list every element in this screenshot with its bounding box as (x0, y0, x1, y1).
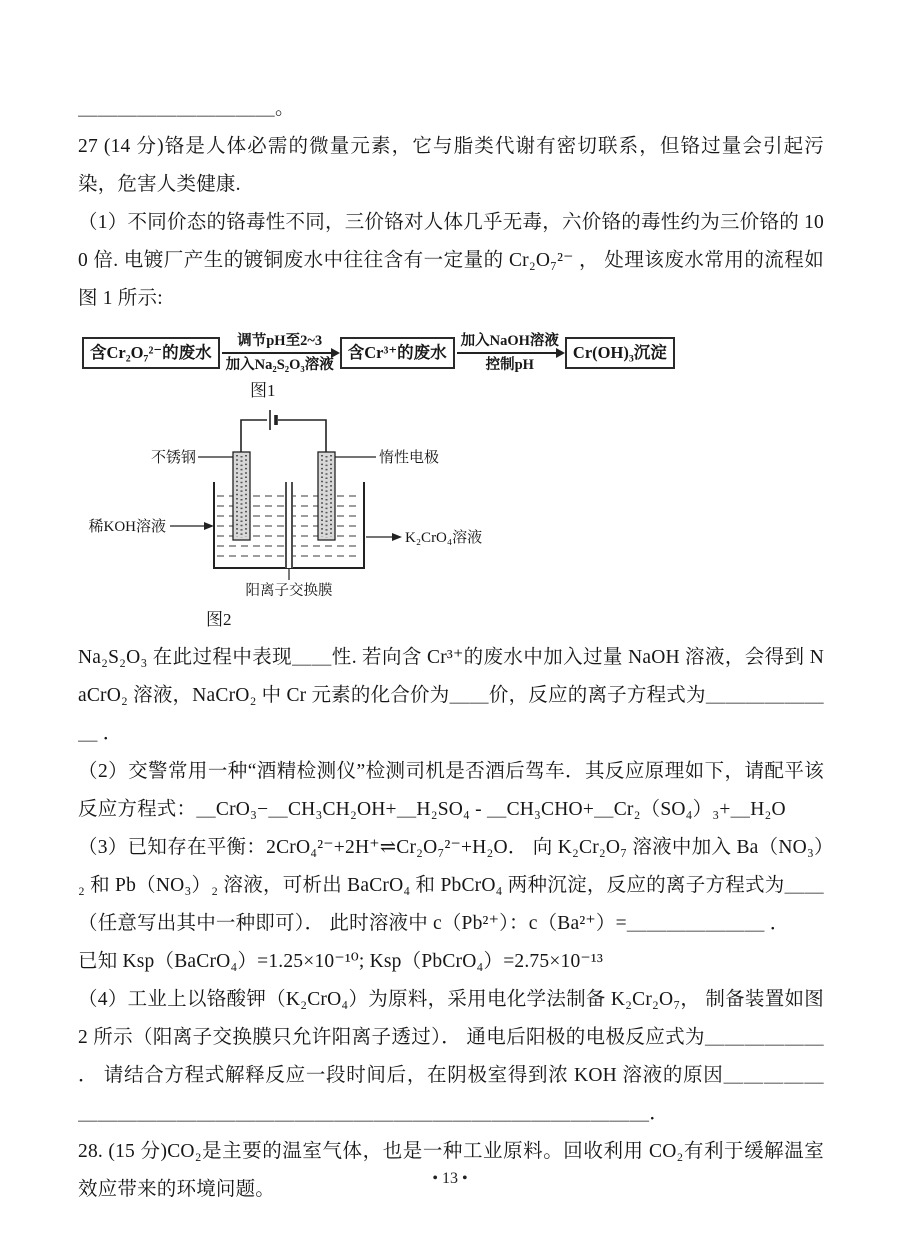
k2cro4-solution-label: K₂CrO₄溶液 (405, 530, 483, 547)
flowchart-arrow-1 (222, 332, 338, 374)
flowchart-arrow1-label-top: 调节pH至2~3 (237, 333, 323, 349)
right-electrode (318, 452, 335, 540)
stainless-steel-label: 不锈钢 (150, 450, 196, 467)
cation-exchange-membrane (285, 482, 293, 580)
wire-left (241, 420, 267, 452)
battery-icon (270, 410, 276, 430)
right-arrow-icon (457, 352, 563, 354)
page-number: • 13 • (432, 1170, 468, 1187)
question-28-intro: 28. (15 分)CO₂是主要的温室气体，也是一种工业原料。回收利用 CO₂有利于缓解温室效应带来的环境问题。 (78, 1141, 824, 1201)
flowchart-box-cr2o7-wastewater: 含Cr₂O₇²⁻的废水 (82, 337, 220, 369)
figure2-caption: 图2 (206, 610, 232, 630)
dilute-koh-solution-label: 稀KOH溶液 (88, 519, 166, 536)
flowchart-box-croh3-precipitate: Cr(OH)₃沉淀 (565, 337, 675, 369)
flowchart-arrow2-label-bottom: 控制pH (485, 357, 534, 374)
figure2-electrolysis-diagram (86, 410, 824, 611)
flowchart-arrow1-label-bottom: 加入Na₂S₂O₃溶液 (225, 357, 334, 374)
question-27-part3: （3）已知存在平衡：2CrO₄²⁻+2H⁺⇌Cr₂O₇²⁻+H₂O． 向 K₂Cr₂O₇ 溶液中加入 Ba（NO₃）₂ 和 Pb（NO₃）₂ 溶液，可析出 BaCrO₄ 和 PbCrO₄ 两种沉淀，反应的离子方程式为＿＿（任意写出其中一种即可）． 此时溶液中 c（Pb²⁺）：c（Ba²⁺）=＿＿＿＿＿＿＿ ． (78, 837, 824, 935)
flowchart-arrow-2 (457, 332, 563, 374)
question-27-part4: （4）工业上以铬酸钾（K₂CrO₄）为原料，采用电化学法制备 K₂Cr₂O₇， 制备装置如图 2 所示（阳离子交换膜只允许阳离子透过）． 通电后阳极的电极反应式为＿＿＿＿＿＿ ． 请结合方程式解释反应一段时间后，在阴极室得到浓 KOH 溶液的原因＿＿＿＿＿＿＿＿＿＿＿＿＿＿＿＿＿＿＿＿＿＿＿＿＿＿＿＿＿＿＿＿＿＿． (78, 989, 824, 1125)
flowchart-box-cr3-wastewater: 含Cr³⁺的废水 (340, 337, 455, 369)
arrow-left-solution (170, 522, 214, 530)
question-27-after-figure: Na₂S₂O₃ 在此过程中表现＿＿性. 若向含 Cr³⁺的废水中加入过量 NaOH 溶液，会得到 NaCrO₂ 溶液，NaCrO₂ 中 Cr 元素的化合价为＿＿价，反应的离子方程式为＿＿＿＿＿＿＿ ． (78, 647, 824, 745)
question-27-ksp-values: 已知 Ksp（BaCrO₄）=1.25×10⁻¹⁰; Ksp（PbCrO₄）=2.75×10⁻¹³ (78, 951, 604, 973)
figure1-caption: 图1 (250, 381, 276, 401)
arrow-right-solution (366, 533, 402, 541)
question-27-part1: （1）不同价态的铬毒性不同，三价铬对人体几乎无毒，六价铬的毒性约为三价铬的 100 倍. 电镀厂产生的镀铜废水中往往含有一定量的 Cr₂O₇²⁻ ， 处理该废水常用的流程如图 1 所示: (78, 212, 824, 309)
wire-right (278, 420, 326, 452)
right-arrow-icon (222, 352, 338, 354)
flowchart-arrow2-label-top: 加入NaOH溶液 (460, 333, 559, 349)
question-27-part2: （2）交警常用一种“酒精检测仪”检测司机是否酒后驾车．其反应原理如下，请配平该反应方程式：＿CrO₃−＿CH₃CH₂OH+＿H₂SO₄ - ＿CH₃CHO+＿Cr₂（SO₄）₃+＿H₂O (78, 761, 824, 821)
left-electrode (233, 452, 250, 540)
inert-electrode-label: 惰性电极 (379, 450, 440, 467)
figure1-flowchart (82, 332, 824, 374)
cation-exchange-membrane-label: 阳离子交换膜 (245, 583, 333, 600)
electrolysis-apparatus-drawing (86, 410, 516, 606)
question-27-intro: 27 (14 分)铬是人体必需的微量元素，它与脂类代谢有密切联系，但铬过量会引起污染，危害人类健康. (78, 136, 824, 195)
fill-in-blank-line: ＿＿＿＿＿＿＿＿＿＿。 (78, 98, 295, 119)
